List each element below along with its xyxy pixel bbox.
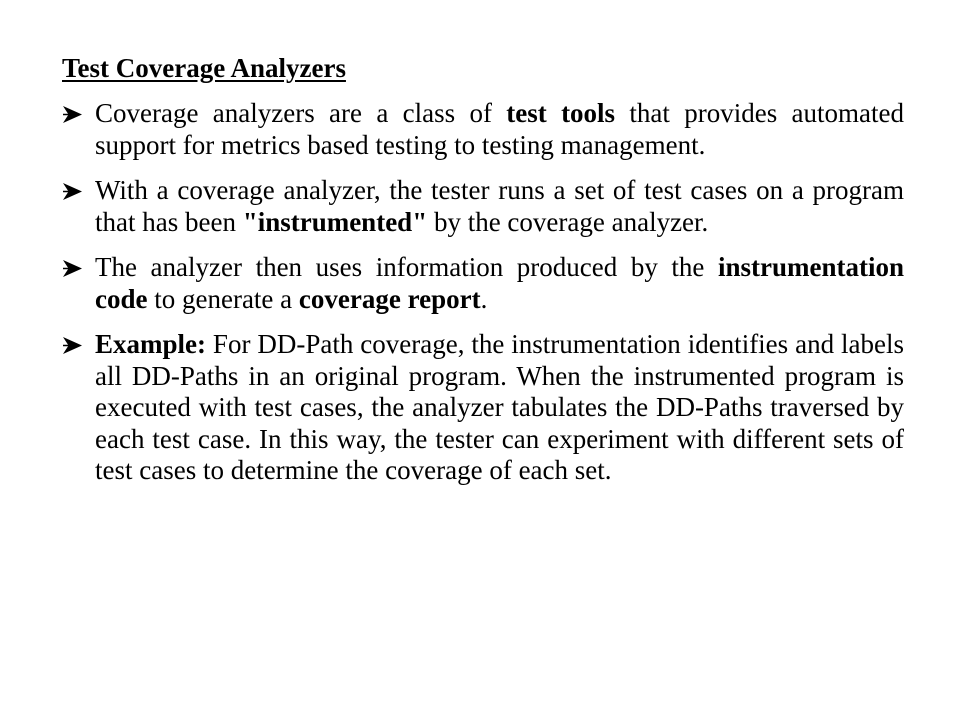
bullet-bold-segment: instrumentation code — [95, 252, 904, 314]
bullet-bold-segment: test tools — [506, 98, 616, 128]
bullet-bold-segment: Example: — [95, 329, 206, 359]
bullet-text-segment: The analyzer then uses information produced by the — [95, 252, 718, 282]
bullet-bold-segment: coverage report — [298, 283, 481, 314]
bullet-text-segment: With a coverage analyzer, the tester runs a set of test cases on a program that has been — [95, 175, 904, 237]
arrowhead-check-bullet-icon — [62, 329, 86, 361]
bullet-item — [62, 329, 904, 487]
bullet-item — [62, 98, 904, 161]
bullet-text-segment: . — [480, 283, 488, 314]
bullet-list — [62, 98, 904, 501]
arrowhead-check-bullet-icon-shape — [62, 336, 83, 355]
bullet-bold-segment: "instrumented" — [242, 206, 428, 237]
arrowhead-check-bullet-icon — [62, 252, 86, 284]
bullet-item — [62, 175, 904, 238]
arrowhead-check-bullet-icon-shape — [62, 182, 83, 201]
arrowhead-check-bullet-icon — [62, 175, 86, 207]
bullet-text-segment: For DD-Path coverage, the instrumentation identifies and labels all DD-Paths in an original program. When the instrumented program is executed with test cases, the analyzer tabulates the DD-Paths traversed by each test case. In this way, the tester can experiment with different sets of test cases to determine the coverage of each set. — [95, 329, 904, 485]
bullet-text-segment: by the coverage analyzer. — [427, 206, 709, 237]
bullet-text-segment: Coverage analyzers are a class of — [95, 98, 507, 128]
bullet-text-segment: that provides automated support for metrics based testing to testing management. — [95, 98, 904, 160]
bullet-item — [62, 252, 904, 315]
arrowhead-check-bullet-icon-shape — [62, 105, 83, 124]
slide-title: Test Coverage Analyzers — [62, 53, 346, 83]
arrowhead-check-bullet-icon — [62, 98, 86, 130]
arrowhead-check-bullet-icon-shape — [62, 259, 83, 278]
bullet-text-segment: to generate a — [147, 283, 299, 314]
